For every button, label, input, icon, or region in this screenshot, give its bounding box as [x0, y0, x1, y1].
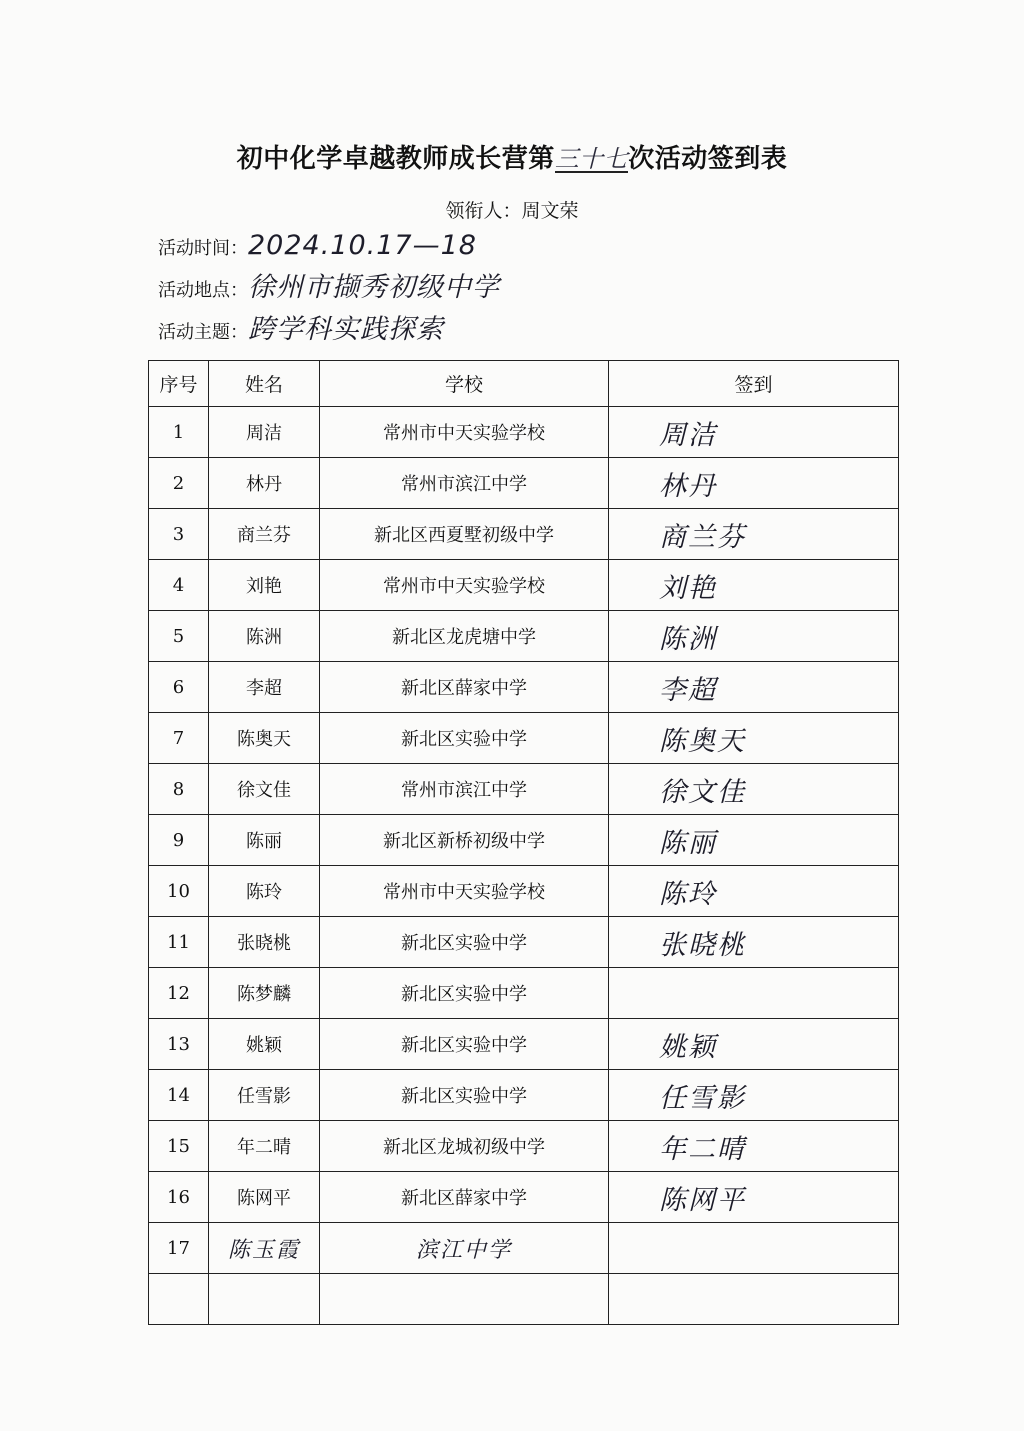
header-sign: 签到 — [609, 361, 899, 407]
table-row — [149, 968, 899, 1019]
header-no: 序号 — [149, 361, 209, 407]
row-school: 常州市滨江中学 — [320, 458, 609, 509]
row-signature: 林丹 — [609, 458, 899, 509]
row-no: 12 — [149, 968, 209, 1019]
row-name: 林丹 — [209, 458, 320, 509]
activity-place-row — [158, 268, 500, 308]
table-row — [149, 1274, 899, 1325]
row-school: 滨江中学 — [320, 1223, 609, 1274]
table-row — [149, 611, 899, 662]
activity-place-label: 活动地点： — [158, 280, 248, 301]
row-no: 5 — [149, 611, 209, 662]
row-name: 商兰芬 — [209, 509, 320, 560]
page-title — [0, 138, 1024, 175]
row-no: 7 — [149, 713, 209, 764]
row-name — [209, 1274, 320, 1325]
table-row — [149, 1019, 899, 1070]
row-school — [320, 1274, 609, 1325]
row-school: 新北区实验中学 — [320, 1070, 609, 1121]
row-school: 常州市中天实验学校 — [320, 866, 609, 917]
row-signature: 陈洲 — [609, 611, 899, 662]
row-school: 常州市中天实验学校 — [320, 560, 609, 611]
table-row — [149, 509, 899, 560]
row-signature: 陈丽 — [609, 815, 899, 866]
activity-place-value: 徐州市撷秀初级中学 — [248, 272, 500, 303]
row-name: 李超 — [209, 662, 320, 713]
row-signature: 年二晴 — [609, 1121, 899, 1172]
row-school: 常州市中天实验学校 — [320, 407, 609, 458]
table-body — [149, 407, 899, 1325]
row-no: 13 — [149, 1019, 209, 1070]
row-signature: 李超 — [609, 662, 899, 713]
row-no: 15 — [149, 1121, 209, 1172]
title-session-number: 三十七 — [554, 145, 629, 173]
activity-theme-value: 跨学科实践探索 — [248, 314, 444, 345]
row-signature: 陈奥天 — [609, 713, 899, 764]
row-school: 常州市滨江中学 — [320, 764, 609, 815]
table-row — [149, 1223, 899, 1274]
row-signature: 商兰芬 — [609, 509, 899, 560]
row-signature: 任雪影 — [609, 1070, 899, 1121]
row-school: 新北区新桥初级中学 — [320, 815, 609, 866]
row-no: 9 — [149, 815, 209, 866]
row-name: 张晓桃 — [209, 917, 320, 968]
row-signature: 姚颖 — [609, 1019, 899, 1070]
row-no: 6 — [149, 662, 209, 713]
title-suffix: 次活动签到表 — [628, 144, 788, 174]
table-row — [149, 560, 899, 611]
row-no: 2 — [149, 458, 209, 509]
row-signature — [609, 1223, 899, 1274]
row-signature: 陈玲 — [609, 866, 899, 917]
title-prefix: 初中化学卓越教师成长营第 — [236, 144, 555, 174]
leader-line: 领衔人：周文荣 — [445, 200, 579, 222]
row-name: 任雪影 — [209, 1070, 320, 1121]
row-signature: 陈网平 — [609, 1172, 899, 1223]
row-name: 年二晴 — [209, 1121, 320, 1172]
row-school: 新北区薛家中学 — [320, 1172, 609, 1223]
sign-in-table — [148, 360, 899, 1325]
row-name: 姚颖 — [209, 1019, 320, 1070]
row-name: 徐文佳 — [209, 764, 320, 815]
row-no: 14 — [149, 1070, 209, 1121]
table-row — [149, 866, 899, 917]
row-school: 新北区实验中学 — [320, 1019, 609, 1070]
row-signature: 徐文佳 — [609, 764, 899, 815]
row-no: 4 — [149, 560, 209, 611]
row-no: 3 — [149, 509, 209, 560]
table-row — [149, 764, 899, 815]
row-no: 16 — [149, 1172, 209, 1223]
activity-theme-row — [158, 310, 444, 350]
row-school: 新北区龙虎塘中学 — [320, 611, 609, 662]
table-row — [149, 1172, 899, 1223]
header-school: 学校 — [320, 361, 609, 407]
row-name: 陈玉霞 — [209, 1223, 320, 1274]
row-no: 1 — [149, 407, 209, 458]
table-row — [149, 1070, 899, 1121]
row-school: 新北区龙城初级中学 — [320, 1121, 609, 1172]
row-school: 新北区薛家中学 — [320, 662, 609, 713]
table-row — [149, 713, 899, 764]
table-row — [149, 407, 899, 458]
row-name: 陈玲 — [209, 866, 320, 917]
row-name: 陈洲 — [209, 611, 320, 662]
table-row — [149, 662, 899, 713]
activity-time-row — [158, 226, 477, 266]
table-row — [149, 917, 899, 968]
row-no: 11 — [149, 917, 209, 968]
table-row — [149, 815, 899, 866]
row-name: 周洁 — [209, 407, 320, 458]
row-signature — [609, 1274, 899, 1325]
row-signature: 张晓桃 — [609, 917, 899, 968]
row-no: 8 — [149, 764, 209, 815]
row-name: 陈奥天 — [209, 713, 320, 764]
row-name: 刘艳 — [209, 560, 320, 611]
row-signature: 刘艳 — [609, 560, 899, 611]
row-name: 陈丽 — [209, 815, 320, 866]
row-name: 陈梦麟 — [209, 968, 320, 1019]
row-no — [149, 1274, 209, 1325]
row-name: 陈网平 — [209, 1172, 320, 1223]
table-header-row — [149, 361, 899, 407]
table-row — [149, 1121, 899, 1172]
row-school: 新北区西夏墅初级中学 — [320, 509, 609, 560]
row-school: 新北区实验中学 — [320, 713, 609, 764]
activity-time-label: 活动时间： — [158, 238, 248, 259]
row-school: 新北区实验中学 — [320, 917, 609, 968]
row-no: 10 — [149, 866, 209, 917]
row-signature: 周洁 — [609, 407, 899, 458]
row-school: 新北区实验中学 — [320, 968, 609, 1019]
table-row — [149, 458, 899, 509]
row-no: 17 — [149, 1223, 209, 1274]
activity-theme-label: 活动主题： — [158, 322, 248, 343]
row-signature — [609, 968, 899, 1019]
activity-time-value: 2024.10.17—18 — [248, 230, 477, 261]
header-name: 姓名 — [209, 361, 320, 407]
